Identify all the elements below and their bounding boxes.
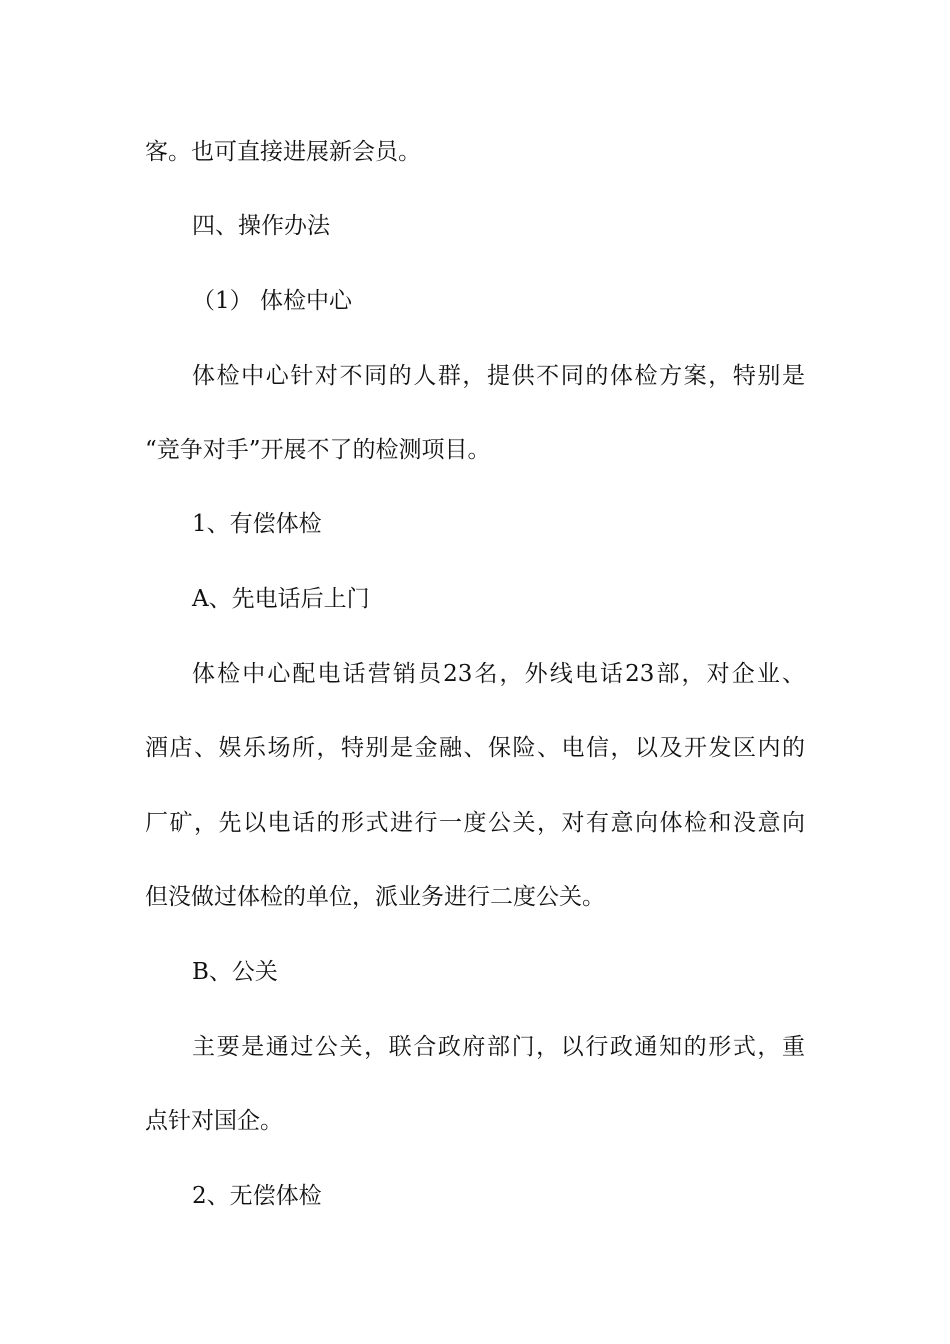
paragraph-line: 主要是通过公关，联合政府部门，以行政通知的形式，重 xyxy=(192,1034,805,1060)
subsection-heading-health-center: （1） 体检中心 xyxy=(192,288,352,314)
item-heading-paid-checkup: 1、有偿体检 xyxy=(192,511,322,537)
item-heading-public-relations: B、公关 xyxy=(192,959,278,985)
item-heading-phone-then-visit: A、先电话后上门 xyxy=(192,586,370,612)
paragraph-line: “竞争对手”开展不了的检测项目。 xyxy=(145,437,491,463)
paragraph-line: 但没做过体检的单位，派业务进行二度公关。 xyxy=(145,884,605,910)
item-heading-free-checkup: 2、无偿体检 xyxy=(192,1183,322,1209)
paragraph-continuation: 客。也可直接进展新会员。 xyxy=(145,139,421,165)
paragraph-line: 酒店、娱乐场所，特别是金融、保险、电信，以及开发区内的 xyxy=(145,735,805,761)
paragraph-line: 体检中心配电话营销员23名，外线电话23部，对企业、 xyxy=(192,661,805,687)
paragraph-line: 厂矿，先以电话的形式进行一度公关，对有意向体检和没意向 xyxy=(145,810,805,836)
paragraph-line: 体检中心针对不同的人群，提供不同的体检方案，特别是 xyxy=(192,363,805,389)
paragraph-line: 点针对国企。 xyxy=(145,1108,283,1134)
section-heading-operation-methods: 四、操作办法 xyxy=(192,213,330,239)
